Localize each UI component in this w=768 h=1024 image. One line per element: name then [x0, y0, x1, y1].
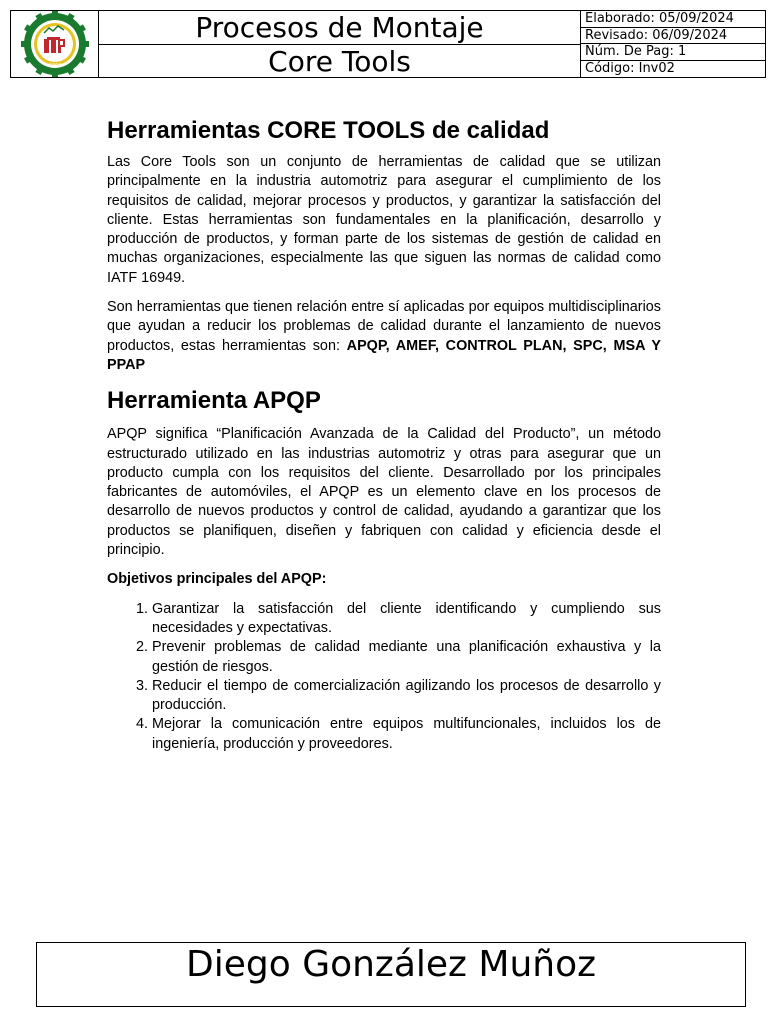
document-meta — [581, 11, 765, 77]
meta-revisado: Revisado: 06/09/2024 — [581, 28, 765, 45]
document-body — [107, 115, 661, 754]
paragraph-tools — [107, 298, 661, 375]
svg-text:1994: 1994 — [48, 63, 61, 69]
paragraph-apqp: APQP significa “Planificación Avanzada de la Calidad del Producto”, un método estructurado utilizado en las industrias automotriz y otras para asegurar que un producto cumpla con los requisitos del cliente. Desarrollado por los principales fabricantes de automóviles, el APQP es un elemento clave en los procesos de desarrollo de nuevos productos y control de calidad, ayudando a garantizar que los productos se planifiquen, diseñen y fabriquen con calidad y eficiencia desde el principio. — [107, 426, 661, 559]
list-item: 1. Garantizar la satisfacción del cliente identificando y cumpliendo sus necesidades y expectativas. — [152, 600, 661, 639]
section-heading-core-tools: Herramientas CORE TOOLS de calidad — [107, 117, 550, 144]
meta-elaborado: Elaborado: 05/09/2024 — [581, 11, 765, 28]
section-heading-apqp: Herramienta APQP — [107, 387, 321, 415]
meta-page-number: Núm. De Pag: 1 — [581, 44, 765, 61]
document-title: Procesos de Montaje — [99, 11, 580, 45]
list-item: 3. Reducir el tiempo de comercialización agilizando los procesos de desarrollo y producción. — [152, 677, 661, 716]
title-cell — [99, 11, 581, 77]
paragraph-intro: Las Core Tools son un conjunto de herramientas de calidad que se utilizan principalmente en la industria automotriz para asegurar el cumplimiento de los requisitos de calidad, mejorar procesos y productos, y garantizar la satisfacción del cliente. Estas herramientas son fundamentales en la planificación, desarrollo y producción de productos, y forman parte de los sistemas de gestión de calidad en muchas organizaciones, especialmente las que siguen las normas de calidad como IATF 16949. — [107, 154, 661, 286]
author-name: Diego González Muñoz — [186, 944, 596, 985]
meta-code: Código: Inv02 — [585, 60, 675, 76]
university-seal-icon — [18, 11, 92, 77]
objectives-list — [107, 600, 661, 754]
list-item: 4. Mejorar la comunicación entre equipos multifuncionales, incluidos los de ingeniería, producción y proveedores. — [152, 715, 661, 754]
author-footer — [36, 942, 746, 1007]
tools-list-bold: APQP, AMEF, CONTROL PLAN, SPC, MSA Y PPAP — [107, 337, 661, 373]
paragraph-tools-text: Son herramientas que tienen relación entre sí aplicadas por equipos multidisciplinarios que ayudan a reducir los problemas de calidad durante el lanzamiento de nuevos productos, estas herramientas son: — [107, 299, 661, 354]
list-item: 2. Prevenir problemas de calidad mediante una planificación exhaustiva y la gestión de riesgos. — [152, 638, 661, 677]
objectives-title: Objetivos principales del APQP: — [107, 571, 327, 588]
logo-cell — [11, 11, 99, 77]
document-header — [10, 10, 766, 78]
document-subtitle: Core Tools — [268, 45, 411, 78]
